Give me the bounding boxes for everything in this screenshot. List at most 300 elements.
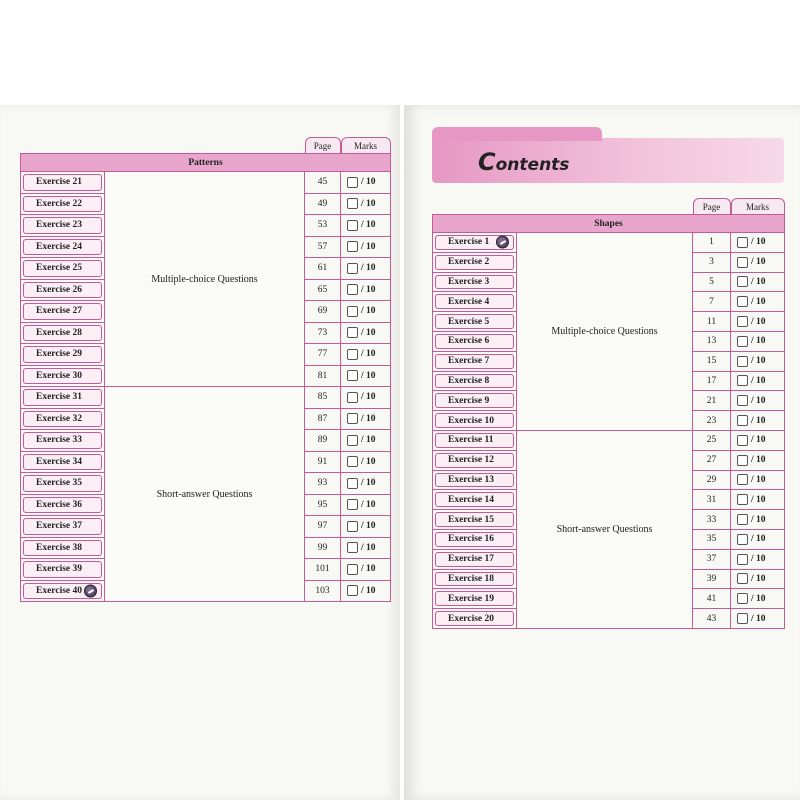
- exercise-label[interactable]: [435, 572, 514, 587]
- marks-total: / 10: [361, 435, 376, 446]
- marks-column-tab: Marks: [731, 198, 785, 214]
- marks-cell: [731, 411, 785, 431]
- exercise-cell: [21, 387, 105, 409]
- marks-checkbox[interactable]: [737, 613, 748, 624]
- exercise-cell: [433, 233, 517, 253]
- marks-cell: [341, 494, 391, 516]
- exercise-name: Exercise 33: [36, 435, 82, 446]
- page-column-tab: Page: [693, 198, 731, 214]
- exercise-cell: [433, 510, 517, 530]
- marks-cell: [341, 387, 391, 409]
- marks-cell: [341, 172, 391, 194]
- marks-checkbox[interactable]: [737, 455, 748, 466]
- marks-checkbox[interactable]: [347, 542, 358, 553]
- exercise-label[interactable]: [435, 393, 514, 408]
- page-number: 33: [693, 510, 731, 530]
- marks-total: / 10: [751, 237, 766, 248]
- exercise-cell: [433, 252, 517, 272]
- marks-total: / 10: [361, 499, 376, 510]
- exercise-cell: [433, 609, 517, 629]
- marks-cell: [731, 331, 785, 351]
- exercise-label[interactable]: [23, 368, 102, 385]
- exercise-label[interactable]: [435, 473, 514, 488]
- table-row: [433, 430, 785, 450]
- page-number: 37: [693, 549, 731, 569]
- page-number: 53: [305, 215, 341, 237]
- badge-icon: [84, 584, 97, 597]
- exercise-cell: [433, 351, 517, 371]
- exercise-cell: [433, 490, 517, 510]
- page-number: 17: [693, 371, 731, 391]
- exercise-label[interactable]: [435, 374, 514, 389]
- exercise-name: Exercise 32: [36, 413, 82, 424]
- marks-cell: [731, 312, 785, 332]
- exercise-cell: [21, 473, 105, 495]
- exercise-name: Exercise 1: [448, 237, 490, 248]
- exercise-name: Exercise 28: [36, 327, 82, 338]
- exercise-cell: [21, 365, 105, 387]
- exercise-cell: [21, 322, 105, 344]
- marks-total: / 10: [751, 395, 766, 406]
- exercise-label[interactable]: [435, 532, 514, 547]
- exercise-label[interactable]: [23, 389, 102, 406]
- exercise-cell: [433, 450, 517, 470]
- page-number: 25: [693, 430, 731, 450]
- exercise-label[interactable]: [23, 475, 102, 492]
- marks-cell: [341, 236, 391, 258]
- exercise-cell: [21, 408, 105, 430]
- exercise-label[interactable]: [23, 217, 102, 234]
- marks-checkbox[interactable]: [737, 276, 748, 287]
- marks-checkbox[interactable]: [347, 177, 358, 188]
- marks-checkbox[interactable]: [347, 456, 358, 467]
- exercise-cell: [433, 292, 517, 312]
- marks-cell: [341, 537, 391, 559]
- marks-total: / 10: [361, 521, 376, 532]
- exercise-name: Exercise 16: [448, 534, 494, 545]
- exercise-name: Exercise 19: [448, 593, 494, 604]
- marks-checkbox[interactable]: [737, 375, 748, 386]
- marks-total: / 10: [751, 474, 766, 485]
- marks-checkbox[interactable]: [347, 435, 358, 446]
- exercise-cell: [21, 172, 105, 194]
- exercise-label[interactable]: [435, 255, 514, 270]
- exercise-name: Exercise 24: [36, 241, 82, 252]
- marks-checkbox[interactable]: [737, 554, 748, 565]
- marks-total: / 10: [751, 593, 766, 604]
- exercise-label[interactable]: [23, 260, 102, 277]
- exercise-name: Exercise 35: [36, 478, 82, 489]
- page-number: 85: [305, 387, 341, 409]
- marks-total: / 10: [361, 177, 376, 188]
- contents-banner: [432, 138, 784, 183]
- marks-checkbox[interactable]: [347, 564, 358, 575]
- marks-cell: [341, 258, 391, 280]
- table-row: [21, 387, 391, 409]
- marks-checkbox[interactable]: [737, 474, 748, 485]
- exercise-name: Exercise 31: [36, 392, 82, 403]
- page-number: 95: [305, 494, 341, 516]
- marks-total: / 10: [361, 327, 376, 338]
- marks-total: / 10: [751, 336, 766, 347]
- marks-column-tab: Marks: [341, 137, 391, 153]
- contents-table-patterns: [20, 137, 391, 602]
- marks-checkbox[interactable]: [737, 534, 748, 545]
- page-number: 39: [693, 569, 731, 589]
- marks-total: / 10: [361, 220, 376, 231]
- exercise-name: Exercise 29: [36, 349, 82, 360]
- exercise-cell: [433, 411, 517, 431]
- exercise-label[interactable]: [23, 583, 102, 600]
- exercise-name: Exercise 13: [448, 474, 494, 485]
- exercise-name: Exercise 21: [36, 177, 82, 188]
- page-number: 7: [693, 292, 731, 312]
- marks-cell: [731, 371, 785, 391]
- marks-cell: [341, 451, 391, 473]
- page-number: 99: [305, 537, 341, 559]
- marks-cell: [341, 365, 391, 387]
- exercise-name: Exercise 30: [36, 370, 82, 381]
- marks-cell: [731, 430, 785, 450]
- marks-checkbox[interactable]: [737, 316, 748, 327]
- exercise-name: Exercise 20: [448, 613, 494, 624]
- marks-total: / 10: [361, 241, 376, 252]
- exercise-cell: [433, 529, 517, 549]
- exercise-label[interactable]: [435, 492, 514, 507]
- left-page: [0, 105, 400, 800]
- marks-cell: [731, 351, 785, 371]
- marks-checkbox[interactable]: [737, 514, 748, 525]
- marks-cell: [731, 391, 785, 411]
- page-number: 1: [693, 233, 731, 253]
- exercise-name: Exercise 26: [36, 284, 82, 295]
- exercise-cell: [21, 344, 105, 366]
- page-number: 89: [305, 430, 341, 452]
- marks-total: / 10: [751, 276, 766, 287]
- page-number: 101: [305, 559, 341, 581]
- marks-checkbox[interactable]: [737, 296, 748, 307]
- exercise-label[interactable]: [435, 314, 514, 329]
- contents-title-initial: C: [478, 148, 496, 176]
- question-type: Short-answer Questions: [105, 387, 305, 602]
- page-number: 65: [305, 279, 341, 301]
- marks-cell: [341, 344, 391, 366]
- page-number: 61: [305, 258, 341, 280]
- marks-total: / 10: [751, 455, 766, 466]
- page-number: 77: [305, 344, 341, 366]
- marks-checkbox[interactable]: [347, 370, 358, 381]
- exercise-label[interactable]: [23, 239, 102, 256]
- exercise-name: Exercise 11: [448, 435, 494, 446]
- marks-total: / 10: [751, 514, 766, 525]
- marks-checkbox[interactable]: [347, 349, 358, 360]
- table-row: [21, 172, 391, 194]
- exercise-cell: [21, 215, 105, 237]
- marks-checkbox[interactable]: [737, 593, 748, 604]
- exercise-name: Exercise 12: [448, 455, 494, 466]
- exercise-cell: [21, 580, 105, 602]
- marks-total: / 10: [751, 494, 766, 505]
- marks-checkbox[interactable]: [347, 263, 358, 274]
- page-number: 21: [693, 391, 731, 411]
- right-page: [404, 105, 800, 800]
- marks-cell: [341, 301, 391, 323]
- exercise-label[interactable]: [23, 196, 102, 213]
- marks-total: / 10: [751, 613, 766, 624]
- exercise-label[interactable]: [435, 334, 514, 349]
- marks-total: / 10: [751, 573, 766, 584]
- exercise-name: Exercise 10: [448, 415, 494, 426]
- marks-cell: [341, 580, 391, 602]
- exercise-cell: [433, 470, 517, 490]
- marks-checkbox[interactable]: [737, 336, 748, 347]
- exercise-label[interactable]: [23, 497, 102, 514]
- exercise-cell: [433, 589, 517, 609]
- marks-total: / 10: [751, 435, 766, 446]
- marks-total: / 10: [751, 316, 766, 327]
- marks-total: / 10: [361, 542, 376, 553]
- page-number: 97: [305, 516, 341, 538]
- marks-cell: [341, 215, 391, 237]
- marks-cell: [731, 609, 785, 629]
- marks-cell: [731, 233, 785, 253]
- exercise-label[interactable]: [435, 275, 514, 290]
- marks-checkbox[interactable]: [347, 413, 358, 424]
- page-number: 5: [693, 272, 731, 292]
- banner-tab: [432, 127, 602, 141]
- marks-cell: [731, 292, 785, 312]
- section-title: Shapes: [433, 215, 785, 233]
- page-number: 69: [305, 301, 341, 323]
- exercise-cell: [21, 537, 105, 559]
- exercise-name: Exercise 2: [448, 257, 490, 268]
- exercise-name: Exercise 36: [36, 499, 82, 510]
- exercise-label[interactable]: [435, 413, 514, 428]
- marks-total: / 10: [751, 296, 766, 307]
- exercise-name: Exercise 17: [448, 554, 494, 565]
- exercise-label[interactable]: [23, 346, 102, 363]
- exercise-cell: [21, 430, 105, 452]
- exercise-name: Exercise 15: [448, 514, 494, 525]
- marks-total: / 10: [361, 370, 376, 381]
- exercise-label[interactable]: [23, 325, 102, 342]
- exercise-cell: [433, 312, 517, 332]
- marks-checkbox[interactable]: [737, 494, 748, 505]
- exercise-label[interactable]: [435, 354, 514, 369]
- exercise-label[interactable]: [435, 552, 514, 567]
- question-type: Multiple-choice Questions: [517, 233, 693, 431]
- page-number: 103: [305, 580, 341, 602]
- marks-checkbox[interactable]: [347, 284, 358, 295]
- page-number: 11: [693, 312, 731, 332]
- exercise-cell: [433, 272, 517, 292]
- page-number: 93: [305, 473, 341, 495]
- exercise-name: Exercise 8: [448, 375, 490, 386]
- exercise-label[interactable]: [23, 518, 102, 535]
- marks-checkbox[interactable]: [347, 499, 358, 510]
- marks-total: / 10: [361, 263, 376, 274]
- exercise-cell: [433, 569, 517, 589]
- exercise-name: Exercise 6: [448, 336, 490, 347]
- marks-cell: [731, 510, 785, 530]
- section-title: Patterns: [21, 154, 391, 172]
- exercise-label[interactable]: [23, 282, 102, 299]
- page-number: 13: [693, 331, 731, 351]
- exercise-name: Exercise 27: [36, 306, 82, 317]
- marks-cell: [341, 193, 391, 215]
- marks-cell: [341, 430, 391, 452]
- exercise-label[interactable]: [23, 303, 102, 320]
- marks-checkbox[interactable]: [737, 395, 748, 406]
- exercise-cell: [21, 279, 105, 301]
- contents-table-shapes: [432, 198, 785, 629]
- exercise-cell: [21, 516, 105, 538]
- page-number: 35: [693, 529, 731, 549]
- marks-total: / 10: [751, 257, 766, 268]
- page-number: 29: [693, 470, 731, 490]
- exercise-cell: [433, 371, 517, 391]
- exercise-name: Exercise 39: [36, 564, 82, 575]
- exercise-name: Exercise 5: [448, 316, 490, 327]
- exercise-label[interactable]: [435, 433, 514, 448]
- marks-total: / 10: [361, 585, 376, 596]
- exercise-label[interactable]: [23, 411, 102, 428]
- page-number: 81: [305, 365, 341, 387]
- marks-checkbox[interactable]: [347, 521, 358, 532]
- exercise-cell: [21, 494, 105, 516]
- marks-cell: [731, 569, 785, 589]
- marks-cell: [731, 450, 785, 470]
- page-number: 27: [693, 450, 731, 470]
- exercise-name: Exercise 38: [36, 542, 82, 553]
- page-number: 91: [305, 451, 341, 473]
- marks-checkbox[interactable]: [347, 220, 358, 231]
- exercise-cell: [433, 430, 517, 450]
- exercise-cell: [21, 193, 105, 215]
- exercise-name: Exercise 22: [36, 198, 82, 209]
- marks-checkbox[interactable]: [347, 478, 358, 489]
- exercise-label[interactable]: [23, 540, 102, 557]
- marks-checkbox[interactable]: [737, 415, 748, 426]
- marks-cell: [731, 529, 785, 549]
- exercise-cell: [433, 331, 517, 351]
- marks-total: / 10: [361, 306, 376, 317]
- page-number: 73: [305, 322, 341, 344]
- exercise-cell: [21, 451, 105, 473]
- exercise-cell: [433, 391, 517, 411]
- exercise-name: Exercise 9: [448, 395, 490, 406]
- page-number: 57: [305, 236, 341, 258]
- exercise-label[interactable]: [435, 235, 514, 250]
- exercise-name: Exercise 3: [448, 276, 490, 287]
- exercise-label[interactable]: [435, 294, 514, 309]
- exercise-name: Exercise 14: [448, 494, 494, 505]
- page-number: 41: [693, 589, 731, 609]
- marks-total: / 10: [751, 554, 766, 565]
- marks-total: / 10: [361, 392, 376, 403]
- page-number: 3: [693, 252, 731, 272]
- exercise-name: Exercise 23: [36, 220, 82, 231]
- marks-total: / 10: [751, 415, 766, 426]
- page-number: 87: [305, 408, 341, 430]
- question-type: Short-answer Questions: [517, 430, 693, 628]
- page-number: 49: [305, 193, 341, 215]
- marks-checkbox[interactable]: [347, 306, 358, 317]
- exercise-label[interactable]: [435, 453, 514, 468]
- marks-checkbox[interactable]: [347, 198, 358, 209]
- marks-checkbox[interactable]: [737, 237, 748, 248]
- exercise-cell: [21, 236, 105, 258]
- exercise-label[interactable]: [435, 512, 514, 527]
- marks-checkbox[interactable]: [737, 435, 748, 446]
- marks-checkbox[interactable]: [737, 573, 748, 584]
- exercise-label[interactable]: [23, 454, 102, 471]
- marks-checkbox[interactable]: [737, 257, 748, 268]
- marks-total: / 10: [361, 456, 376, 467]
- marks-checkbox[interactable]: [347, 585, 358, 596]
- contents-title: [478, 148, 569, 176]
- page-column-tab: Page: [305, 137, 341, 153]
- page-number: 23: [693, 411, 731, 431]
- marks-cell: [341, 322, 391, 344]
- marks-cell: [731, 470, 785, 490]
- exercise-name: Exercise 40: [36, 585, 82, 596]
- page-number: 31: [693, 490, 731, 510]
- page-number: 15: [693, 351, 731, 371]
- marks-cell: [341, 279, 391, 301]
- marks-total: / 10: [361, 564, 376, 575]
- exercise-label[interactable]: [23, 432, 102, 449]
- exercise-cell: [21, 301, 105, 323]
- exercise-label[interactable]: [435, 611, 514, 626]
- marks-total: / 10: [361, 284, 376, 295]
- marks-total: / 10: [361, 198, 376, 209]
- exercise-name: Exercise 34: [36, 456, 82, 467]
- marks-cell: [731, 272, 785, 292]
- contents-title-rest: ontents: [495, 155, 570, 175]
- marks-cell: [731, 549, 785, 569]
- page-number: 45: [305, 172, 341, 194]
- exercise-label[interactable]: [23, 174, 102, 191]
- exercise-cell: [21, 258, 105, 280]
- question-type: Multiple-choice Questions: [105, 172, 305, 387]
- marks-cell: [731, 490, 785, 510]
- exercise-label[interactable]: [435, 591, 514, 606]
- marks-total: / 10: [361, 413, 376, 424]
- marks-cell: [341, 559, 391, 581]
- marks-checkbox[interactable]: [347, 241, 358, 252]
- exercise-name: Exercise 25: [36, 263, 82, 274]
- exercise-name: Exercise 7: [448, 356, 490, 367]
- marks-checkbox[interactable]: [347, 327, 358, 338]
- marks-checkbox[interactable]: [347, 392, 358, 403]
- marks-checkbox[interactable]: [737, 356, 748, 367]
- marks-total: / 10: [751, 375, 766, 386]
- marks-total: / 10: [751, 356, 766, 367]
- page-number: 43: [693, 609, 731, 629]
- table-row: [433, 233, 785, 253]
- exercise-cell: [433, 549, 517, 569]
- exercise-name: Exercise 37: [36, 521, 82, 532]
- exercise-name: Exercise 4: [448, 296, 490, 307]
- exercise-label[interactable]: [23, 561, 102, 578]
- marks-total: / 10: [361, 349, 376, 360]
- exercise-name: Exercise 18: [448, 573, 494, 584]
- marks-cell: [731, 589, 785, 609]
- marks-total: / 10: [361, 478, 376, 489]
- exercise-cell: [21, 559, 105, 581]
- marks-total: / 10: [751, 534, 766, 545]
